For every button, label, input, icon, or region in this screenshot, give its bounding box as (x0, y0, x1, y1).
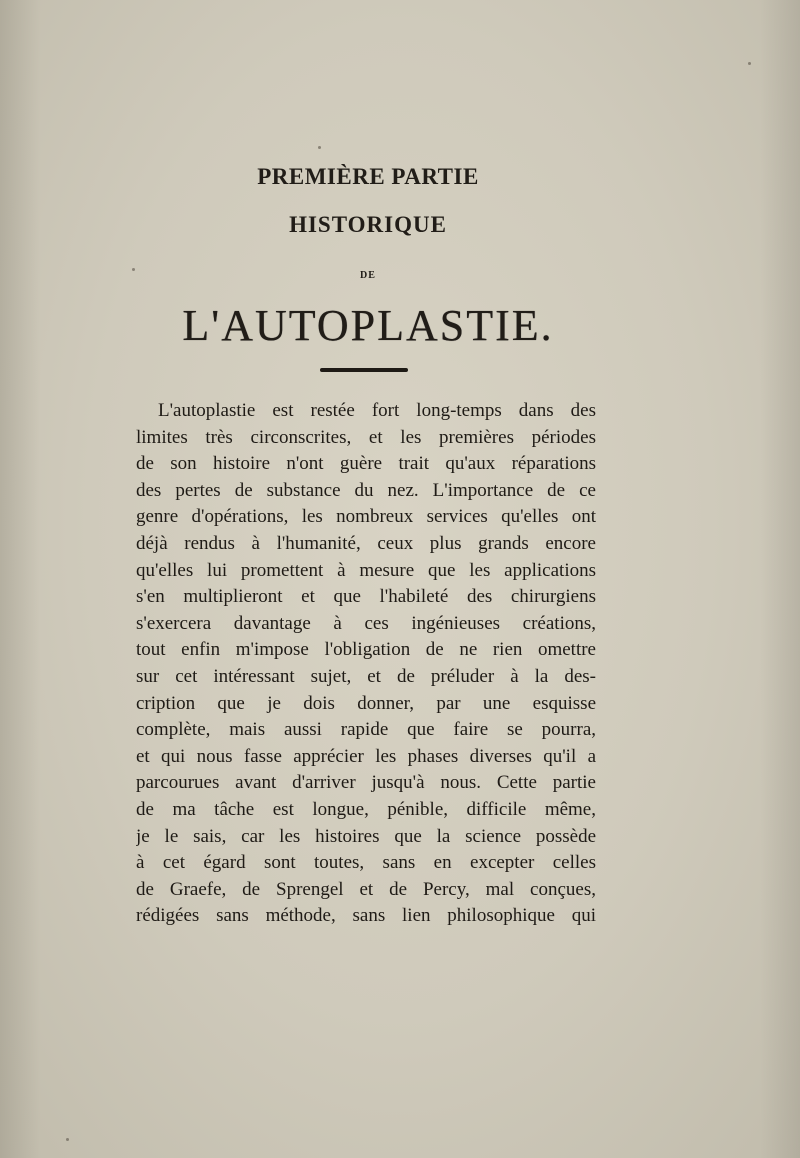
text-line: à cet égard sont toutes, sans en excepter celles (136, 852, 596, 874)
text-line: s'en multiplieront et que l'habileté des chirurgiens (136, 586, 596, 608)
text-line: de son histoire n'ont guère trait qu'aux réparations (136, 453, 596, 475)
part-heading: PREMIÈRE PARTIE (257, 164, 479, 189)
text-line: complète, mais aussi rapide que faire se pourra, (136, 719, 596, 741)
ink-speck (66, 1138, 69, 1141)
text-line: rédigées sans méthode, sans lien philosophique qui (136, 905, 596, 927)
text-line: sur cet intéressant sujet, et de préluder à la des- (136, 665, 596, 687)
text-line: tout enfin m'impose l'obligation de ne rien omettre (136, 639, 596, 661)
text-line: genre d'opérations, les nombreux services qu'elles ont (136, 506, 596, 528)
body-paragraph (136, 398, 596, 930)
page-shadow-right (760, 0, 800, 1158)
ink-speck (748, 62, 751, 65)
main-title: L'AUTOPLASTIE. (182, 301, 554, 350)
text-line: et qui nous fasse apprécier les phases diverses qu'il a (136, 745, 596, 767)
text-line: je le sais, car les histoires que la science possède (136, 825, 596, 847)
text-line: de Graefe, de Sprengel et de Percy, mal conçues, (136, 878, 596, 900)
title-rule (320, 368, 408, 372)
text-line: limites très circonscrites, et les premières périodes (136, 426, 596, 448)
ink-speck (318, 146, 321, 149)
part-subtitle: HISTORIQUE (289, 212, 447, 237)
text-line: L'autoplastie est restée fort long-temps dans des (158, 400, 596, 421)
text-line: cription que je dois donner, par une esquisse (136, 692, 596, 714)
text-line: déjà rendus à l'humanité, ceux plus grands encore (136, 532, 596, 554)
text-line: qu'elles lui promettent à mesure que les applications (136, 559, 596, 581)
text-line: de ma tâche est longue, pénible, difficile même, (136, 798, 596, 820)
text-line: s'exercera davantage à ces ingénieuses créations, (136, 612, 596, 634)
text-line: des pertes de substance du nez. L'importance de ce (136, 479, 596, 501)
text-line: parcourues avant d'arriver jusqu'à nous. Cette partie (136, 772, 596, 794)
part-connector: DE (360, 270, 376, 281)
